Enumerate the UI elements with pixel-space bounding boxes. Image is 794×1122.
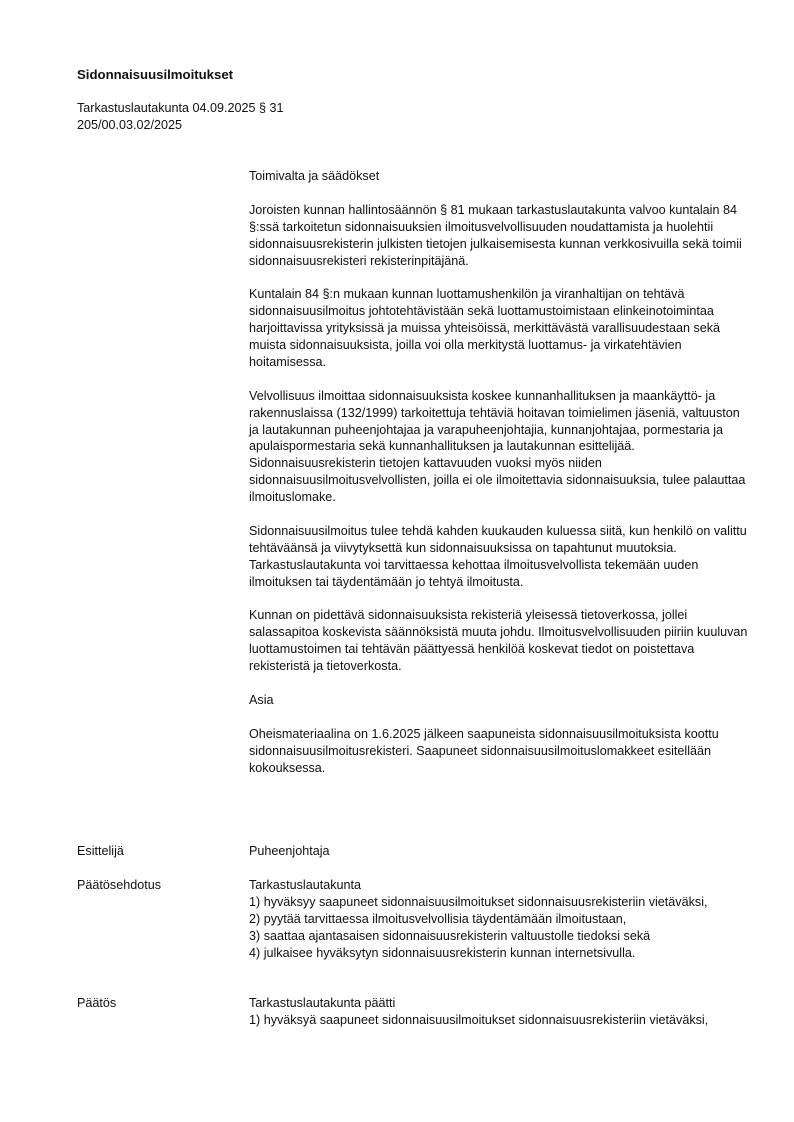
main-content [249, 168, 749, 793]
proposal-item-1: 1) hyväksyy saapuneet sidonnaisuusilmoitukset sidonnaisuusrekisteriin vietäväksi, [249, 894, 708, 909]
proposal-item-3: 3) saattaa ajantasaisen sidonnaisuusrekisterin valtuustolle tiedoksi sekä [249, 928, 651, 943]
competence-heading: Toimivalta ja säädökset [249, 169, 380, 183]
paragraph-5: Kunnan on pidettävä sidonnaisuuksista rekisteriä yleisessä tietoverkossa, jollei salassapitoa koskevista säännöksistä muuta johdu. Ilmoitusvelvollisuuden piiriin kuuluvan luottamustoimen tai tehtävän päättyessä henkilöä koskevat tiedot on poistettava rekisteristä ja tietoverkosta. [249, 608, 748, 674]
decision-content [249, 995, 749, 1029]
proposal-content [249, 877, 749, 962]
decision-item-1: 1) hyväksyä saapuneet sidonnaisuusilmoitukset sidonnaisuusrekisteriin vietäväksi, [249, 1012, 709, 1027]
matter-heading: Asia [249, 693, 274, 707]
meeting-line: Tarkastuslautakunta 04.09.2025 § 31 [77, 101, 284, 115]
paragraph-2: Kuntalain 84 §:n mukaan kunnan luottamushenkilön ja viranhaltijan on tehtävä sidonnaisuusilmoitus johtotehtävistään sekä luottamustoimistaan elinkeinotoimintaa harjoittavissa yrityksissä ja muissa yhteisöissä, merkittävästä varallisuudestaan sekä muista sidonnaisuuksista, joilla voi olla merkitystä luottamus- ja virkatehtävien hoitamisessa. [249, 287, 721, 369]
document-title: Sidonnaisuusilmoitukset [77, 67, 234, 82]
meeting-info [77, 100, 284, 134]
proposal-body: Tarkastuslautakunta [249, 878, 362, 892]
paragraph-3: Velvollisuus ilmoittaa sidonnaisuuksista koskee kunnanhallituksen ja maankäyttö- ja rakennuslaissa (132/1999) tarkoitettuja tehtäviä hoitavan toimielimen jäseniä, valtuuston ja lautakunnan puheenjohtajaa ja varapuheenjohtajia, kunnanjohtajaa, pormestaria ja apulaispormestaria sekä kunnanhallituksen ja lautakunnan esittelijää. Sidonnaisuusrekisterin tietojen kattavuuden vuoksi myös niiden sidonnaisuusilmoitusvelvollisten, joilla ei ole ilmoitettavia sidonnaisuuksia, tulee palauttaa ilmoituslomake. [249, 388, 746, 505]
proposal-item-2: 2) pyytää tarvittaessa ilmoitusvelvollisia täydentämään ilmoitustaan, [249, 911, 627, 926]
proposal-label: Päätösehdotus [77, 878, 162, 892]
paragraph-4: Sidonnaisuusilmoitus tulee tehdä kahden kuukauden kuluessa siitä, kun henkilö on valittu tehtäväänsä ja viivytyksettä kun sidonnaisuuksissa on tapahtunut muutoksia. Tarkastuslautakunta voi tarvittaessa kehottaa ilmoitusvelvollista tekemään uuden ilmoituksen tai täydentämään jo tehtyä ilmoitusta. [249, 523, 747, 589]
paragraph-1: Joroisten kunnan hallintosäännön § 81 mukaan tarkastuslautakunta valvoo kuntalain 84 §:ssä tarkoitetun sidonnaisuuksien ilmoitusvelvollisuuden noudattamista ja huolehtii sidonnaisuusrekisterin julkisten tietojen julkaisemisesta kunnan verkkosivuilla sekä toimii sidonnaisuusrekisteri rekisterinpitäjänä. [249, 202, 742, 268]
decision-label: Päätös [77, 996, 117, 1010]
proposal-item-4: 4) julkaisee hyväksytyn sidonnaisuusrekisterin kunnan internetsivulla. [249, 945, 636, 960]
decision-body: Tarkastuslautakunta päätti [249, 996, 396, 1010]
presenter-label: Esittelijä [77, 844, 124, 858]
case-number: 205/00.03.02/2025 [77, 117, 183, 132]
presenter-value: Puheenjohtaja [249, 844, 330, 858]
matter-text: Oheismateriaalina on 1.6.2025 jälkeen saapuneista sidonnaisuusilmoituksista koottu sidonnaisuusilmoitusrekisteri. Saapuneet sidonnaisuusilmoituslomakkeet esitellään kokouksessa. [249, 726, 719, 775]
